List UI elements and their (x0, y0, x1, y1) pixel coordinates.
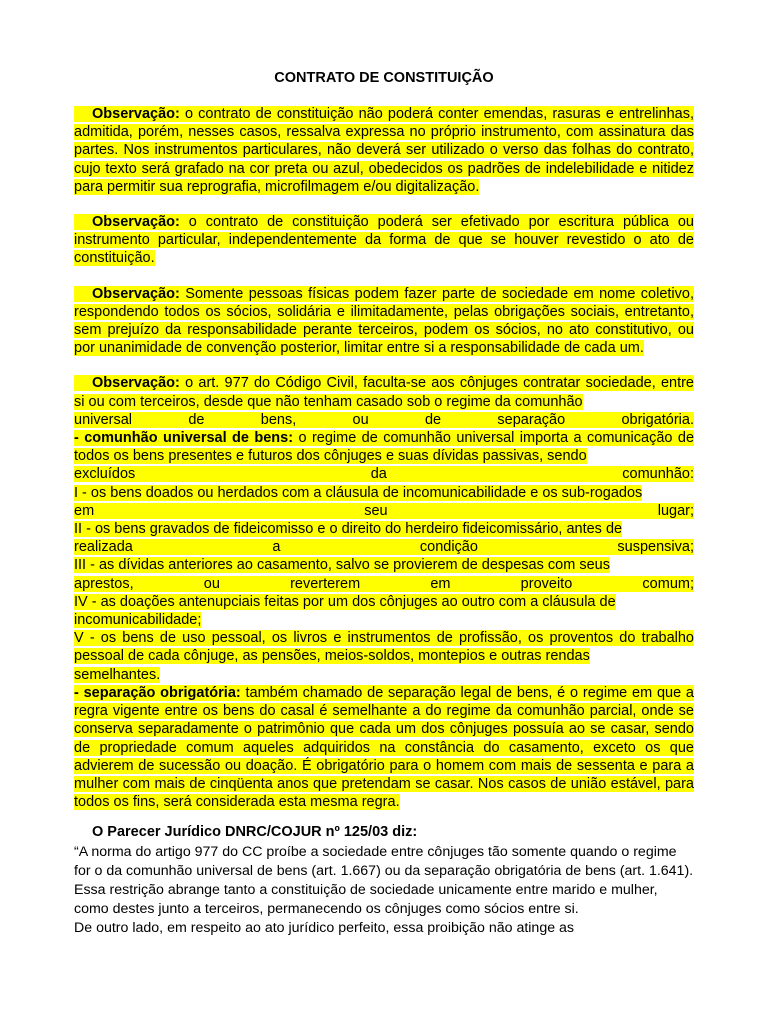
comunhao-text: o regime de comunhão universal importa a comunicação de todos os bens presentes e futuros dos cônjuges e suas dívidas passivas, sendo (74, 430, 695, 465)
observation-4 (74, 374, 694, 811)
list-item-end: realizada a condição suspensiva; (74, 539, 694, 556)
parecer-paragraph-1: “A norma do artigo 977 do CC proíbe a sociedade entre cônjuges tão somente quando o regime for o da comunhão universal de bens (art. 1.667) ou da separação obrigatória de bens (art. 1.641). Essa restrição abrange tanto a constituição de sociedade unicamente entre marido e mulher, como destes junto a terceiros, permanecendo os cônjuges como sócios entre si. (74, 844, 694, 918)
list-item-end: aprestos, ou reverterem em proveito comum; (74, 575, 694, 592)
observation-4-intro: o art. 977 do Código Civil, faculta-se aos cônjuges contratar sociedade, entre si ou com terceiros, desde que não tenham casado sob o regime da comunhão (74, 375, 694, 410)
observation-label: Observação: (92, 214, 180, 231)
list-item-end: em seu lugar; (74, 502, 694, 519)
document-title: CONTRATO DE CONSTITUIÇÃO (274, 70, 494, 86)
parecer-paragraph-2: De outro lado, em respeito ao ato jurídico perfeito, essa proibição não atinge as (74, 920, 575, 937)
observation-text: Somente pessoas físicas podem fazer parte de sociedade em nome coletivo, respondendo todos os sócios, solidária e ilimitadamente, pelas obrigações sociais, entretanto, sem prejuízo da responsabilidade perante terceiros, podem os sócios, no ato constitutivo, ou por unanimidade de convenção posterior, limitar entre si a responsabilidade de cada um. (74, 285, 694, 357)
observation-text: o contrato de constituição poderá ser efetivado por escritura pública ou instrumento particular, independentemente da forma de que se houver revestido o ato de constituição. (74, 214, 694, 267)
separacao-label: - separação obrigatória: (74, 684, 241, 701)
observation-label: Observação: (92, 375, 180, 392)
comunhao-end: excluídos da comunhão: (74, 466, 694, 483)
observation-3 (74, 285, 694, 358)
comunhao-label: - comunhão universal de bens: (74, 430, 294, 447)
list-item: I - os bens doados ou herdados com a cláusula de incomunicabilidade e os sub-rogados (74, 484, 643, 501)
observation-label: Observação: (92, 106, 180, 122)
parecer-title: O Parecer Jurídico DNRC/COJUR nº 125/03 diz: (92, 824, 418, 841)
list-item: V - os bens de uso pessoal, os livros e instrumentos de profissão, os proventos do trabalho pessoal de cada cônjuge, as pensões, meios-soldos, montepios e outras rendas (74, 630, 694, 665)
list-item: II - os bens gravados de fideicomisso e o direito do herdeiro fideicomissário, antes de (74, 521, 623, 538)
observation-1 (74, 105, 694, 196)
observation-4-intro-end: universal de bens, ou de separação obrigatória. (74, 411, 694, 428)
observation-text: o contrato de constituição não poderá conter emendas, rasuras e entrelinhas, admitida, porém, nesses casos, ressalva expressa no próprio instrumento, com assinatura das partes. Nos instrumentos particulares, não deverá ser utilizado o verso das folhas do contrato, cujo texto será grafado na cor preta ou azul, obedecidos os padrões de indelebilidade e nitidez para permitir sua reprografia, microfilmagem e/ou digitalização. (74, 106, 694, 195)
list-item-end: semelhantes. (74, 666, 161, 683)
separacao-text: também chamado de separação legal de bens, é o regime em que a regra vigente entre os bens do casal é semelhante a do regime da comunhão parcial, onde se conserva separadamente o patrimônio que cada um dos cônjuges possuía ao se casar, sendo de propriedade comum aqueles adquiridos na constância do casamento, exceto os que advierem de sucessão ou doação. É obrigatório para o homem com mais de sessenta e para a mulher com mais de cinqüenta anos que pretendam se casar. Nos casos de união estável, para todos os fins, será considerada esta mesma regra. (74, 684, 694, 811)
observation-2 (74, 213, 694, 268)
observation-label: Observação: (92, 285, 180, 302)
list-item: IV - as doações antenupciais feitas por um dos cônjuges ao outro com a cláusula de (74, 593, 616, 610)
list-item: III - as dívidas anteriores ao casamento, salvo se provierem de despesas com seus (74, 557, 610, 574)
list-item-end: incomunicabilidade; (74, 612, 202, 629)
